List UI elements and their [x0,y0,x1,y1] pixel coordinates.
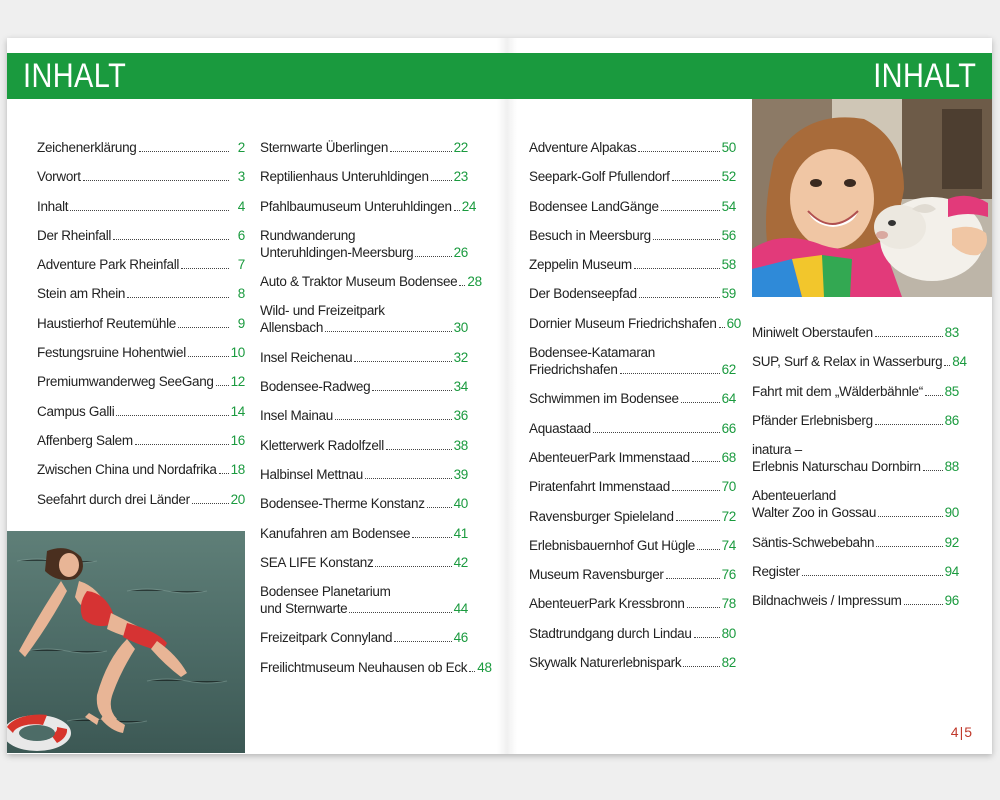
dot-leader [415,256,451,257]
toc-entry-page: 78 [721,596,736,612]
toc-entry [529,508,736,525]
toc-entry-title: Zwischen China und Nordafrika [37,462,217,478]
toc-entry-title: Der Rheinfall [37,227,112,243]
dot-leader [944,365,950,366]
toc-entry-title: Dornier Museum Friedrichshafen [529,315,717,331]
toc-entry [529,227,736,244]
toc-entry-page: 76 [721,567,736,583]
toc-entry [752,324,959,341]
dot-leader [666,578,720,579]
toc-entry-title-line2: Unteruhldingen-Meersburg [260,244,414,260]
toc-entry [260,349,468,366]
toc-entry-title: Bodensee-Katamaran [529,345,655,361]
dot-leader [639,297,720,298]
toc-entry-title: Piratenfahrt Immenstaad [529,479,670,495]
toc-entry-page: 30 [453,320,468,336]
toc-entry-title: Campus Galli [37,403,115,419]
toc-entry-title: Ravensburger Spieleland [529,508,674,524]
toc-entry-page: 82 [721,655,736,671]
dot-leader [802,575,943,576]
toc-entry [752,592,959,609]
toc-entry-title: Kletterwerk Radolfzell [260,437,384,453]
dot-leader [372,390,451,391]
dot-leader [412,537,451,538]
toc-entry [260,168,468,185]
toc-entry-title: Fahrt mit dem „Wälderbähnle“ [752,383,923,399]
toc-entry-page: 96 [944,593,959,609]
toc-entry-page: 22 [453,140,468,155]
photo-girl-jumping-into-lake [7,531,245,753]
toc-entry [529,595,736,612]
dot-leader [349,612,451,613]
toc-entry-title: Aquastaad [529,420,591,436]
toc-entry-page: 36 [453,408,468,424]
toc-entry [37,139,245,156]
toc-entry-title: AbenteuerPark Kressbronn [529,596,685,612]
dot-leader [620,373,720,374]
toc-entry [260,437,468,454]
toc-entry [529,256,736,273]
toc-entry-title: Adventure Alpakas [529,140,637,155]
dot-leader [672,490,720,491]
toc-entry [752,383,959,400]
toc-entry-page: 9 [237,315,245,331]
toc-entry-page: 54 [721,198,736,214]
toc-entry-page: 50 [721,140,736,155]
page-title-right: INHALT [872,57,976,95]
toc-entry [260,302,468,336]
dot-leader [672,180,720,181]
toc-entry-page: 85 [944,383,959,399]
toc-entry [529,168,736,185]
toc-entry [260,495,468,512]
toc-entry [37,432,245,449]
dot-leader [719,327,725,328]
toc-entry-page: 3 [237,169,245,185]
dot-leader [135,444,229,445]
toc-entry-page: 64 [721,391,736,407]
toc-entry-page: 92 [944,534,959,550]
toc-entry-title: Kanufahren am Bodensee [260,525,411,541]
toc-entry [529,198,736,215]
toc-entry-page: 24 [461,198,477,214]
toc-entry-title: Auto & Traktor Museum Bodensee [260,274,458,290]
toc-entry-page: 38 [453,437,468,453]
toc-entry-title: Erlebnisbauernhof Gut Hügle [529,537,696,553]
toc-entry [529,285,736,302]
toc-entry [529,315,741,332]
toc-entry-title: inatura – [752,442,802,458]
toc-entry-title: Bildnachweis / Impressum [752,593,902,609]
dot-leader [694,637,720,638]
dot-leader [638,151,719,152]
toc-entry-title: Halbinsel Mettnau [260,466,363,482]
toc-column-3 [529,139,741,683]
toc-entry-title-line2: Walter Zoo in Gossau [752,505,877,521]
toc-entry-title: Besuch in Meersburg [529,227,651,243]
page-title-left: INHALT [23,57,127,95]
toc-entry [529,654,736,671]
photo-girl-with-lamb [752,99,992,297]
toc-entry-page: 20 [230,491,245,507]
toc-entry-title-line2: Allensbach [260,320,324,336]
toc-entry-title-line2: Friedrichshafen [529,362,618,378]
toc-entry-page: 34 [453,379,468,395]
toc-entry [37,168,245,185]
toc-entry-page: 2 [237,140,245,155]
toc-entry-title: Bodensee-Radweg [260,379,371,395]
toc-entry-page: 10 [230,345,245,361]
toc-entry-page: 26 [453,244,468,260]
toc-entry [529,420,736,437]
toc-entry [37,256,245,273]
toc-entry [529,566,736,583]
toc-entry [260,554,468,571]
toc-entry [260,629,468,646]
dot-leader [593,432,720,433]
toc-entry-page: 90 [944,505,959,521]
toc-entry-title: Haustierhof Reutemühle [37,315,176,331]
toc-entry-title: Freilichtmuseum Neuhausen ob Eck [260,659,468,675]
toc-entry [260,273,482,290]
toc-entry [37,373,245,390]
toc-entry [752,487,959,521]
toc-entry-title: Schwimmen im Bodensee [529,391,679,407]
dot-leader [188,356,229,357]
toc-entry [752,441,959,475]
toc-entry-page: 44 [453,601,468,617]
toc-entry-title: Rundwanderung [260,227,356,243]
dot-leader [687,607,720,608]
dot-leader [427,507,452,508]
dot-leader [83,180,229,181]
toc-entry-title: Abenteuerland [752,488,836,504]
toc-entry-page: 8 [237,286,245,302]
toc-entry-title: Sternwarte Überlingen [260,140,389,155]
dot-leader [325,331,452,332]
page-number-left: 4 [950,724,959,740]
toc-entry [260,466,468,483]
toc-entry-title: AbenteuerPark Immenstaad [529,449,690,465]
page-number-separator: | [959,724,964,740]
toc-entry-title: Insel Mainau [260,408,333,424]
dot-leader [181,268,229,269]
toc-entry-title: Bodensee-Therme Konstanz [260,496,425,512]
toc-entry-title: Stadtrundgang durch Lindau [529,625,692,641]
dot-leader [661,210,720,211]
toc-entry-title: Inhalt [37,198,69,214]
toc-entry [37,227,245,244]
toc-entry-title: Reptilienhaus Unteruhldingen [260,169,429,185]
dot-leader [683,666,719,667]
toc-entry-title: SUP, Surf & Relax in Wasserburg [752,354,943,370]
toc-entry-page: 88 [944,459,959,475]
toc-entry-title: Freizeitpark Connyland [260,630,393,646]
toc-entry-page: 14 [230,403,245,419]
dot-leader [875,336,943,337]
dot-leader [375,566,451,567]
toc-entry [260,198,477,215]
toc-entry-title: Pfänder Erlebnisberg [752,412,873,428]
dot-leader [697,549,720,550]
toc-entry-title: Vorwort [37,169,81,185]
toc-entry-page: 62 [721,362,736,378]
toc-entry-page: 18 [230,462,245,478]
toc-column-4 [752,324,967,622]
toc-entry-page: 80 [721,625,736,641]
toc-entry [529,478,736,495]
dot-leader [394,641,451,642]
toc-entry-page: 28 [467,274,482,290]
toc-entry [529,390,736,407]
toc-entry [260,227,468,261]
toc-entry-title: Register [752,564,800,580]
dot-leader [469,671,475,672]
header-bar [7,53,992,99]
dot-leader [335,419,452,420]
dot-leader [390,151,452,152]
toc-entry-page: 59 [721,286,736,302]
toc-entry [37,198,245,215]
toc-entry [260,407,468,424]
dot-leader [676,520,720,521]
dot-leader [875,424,943,425]
toc-entry-title: Bodensee LandGänge [529,198,659,214]
toc-column-2 [260,139,492,688]
dot-leader [634,268,720,269]
dot-leader [216,385,229,386]
toc-entry-page: 40 [453,496,468,512]
dot-leader [70,210,229,211]
toc-entry-page: 32 [453,349,468,365]
toc-entry-title: Affenberg Salem [37,432,133,448]
toc-entry-title: Seefahrt durch drei Länder [37,491,190,507]
dot-leader [116,415,228,416]
toc-entry-title: Festungsruine Hohentwiel [37,345,186,361]
toc-entry-page: 48 [477,659,492,675]
toc-entry-title: Wild- und Freizeitpark [260,303,385,319]
toc-entry-page: 94 [944,564,959,580]
toc-entry-page: 23 [453,169,468,185]
toc-entry-title-line2: und Sternwarte [260,601,348,617]
toc-entry-page: 4 [237,198,245,214]
toc-entry-page: 58 [721,257,736,273]
dot-leader [692,461,720,462]
toc-entry [37,344,245,361]
toc-entry-page: 60 [726,315,741,331]
toc-entry [260,139,468,156]
toc-entry [752,412,959,429]
toc-entry [37,315,245,332]
dot-leader [681,402,720,403]
toc-entry [37,491,245,508]
toc-entry-title: Zeppelin Museum [529,257,632,273]
toc-entry-title: Seepark-Golf Pfullendorf [529,169,670,185]
dot-leader [876,546,942,547]
toc-entry-page: 70 [721,479,736,495]
page-fold [497,38,517,754]
toc-entry-page: 84 [952,354,967,370]
toc-entry-page: 66 [721,420,736,436]
dot-leader [365,478,452,479]
toc-entry-title: Der Bodenseepfad [529,286,637,302]
toc-entry-page: 46 [453,630,468,646]
dot-leader [431,180,452,181]
toc-entry [529,537,736,554]
dot-leader [219,473,229,474]
toc-entry [37,403,245,420]
dot-leader [878,516,943,517]
toc-entry [37,461,245,478]
page-numbers [951,724,972,740]
dot-leader [386,449,452,450]
dot-leader [925,395,943,396]
book-spread [7,38,992,754]
toc-entry-page: 83 [944,325,959,340]
dot-leader [139,151,229,152]
toc-entry-title-line2: Erlebnis Naturschau Dornbirn [752,459,921,475]
dot-leader [459,285,465,286]
toc-entry [260,583,468,617]
toc-entry-page: 39 [453,466,468,482]
toc-entry-page: 16 [230,432,245,448]
dot-leader [923,470,943,471]
toc-entry-title: SEA LIFE Konstanz [260,554,374,570]
toc-entry [752,353,967,370]
toc-entry-page: 74 [721,537,736,553]
toc-entry-page: 12 [230,374,245,390]
toc-entry-page: 6 [237,227,245,243]
toc-entry-title: Bodensee Planetarium [260,584,391,600]
toc-entry-title: Skywalk Naturerlebnispark [529,655,682,671]
toc-entry [529,139,736,156]
toc-entry-page: 72 [721,508,736,524]
toc-entry-title: Premiumwanderweg SeeGang [37,374,214,390]
toc-entry [529,625,736,642]
dot-leader [113,239,229,240]
dot-leader [192,503,229,504]
dot-leader [904,604,943,605]
toc-entry [752,534,959,551]
page-number-right: 5 [964,724,972,740]
toc-entry-page: 56 [721,227,736,243]
toc-entry-title: Stein am Rhein [37,286,126,302]
dot-leader [127,297,229,298]
toc-entry-title: Museum Ravensburger [529,567,664,583]
toc-entry-page: 42 [453,554,468,570]
dot-leader [653,239,720,240]
toc-entry [37,285,245,302]
toc-entry-page: 52 [721,169,736,185]
toc-entry-title: Pfahlbaumuseum Unteruhldingen [260,198,452,214]
toc-entry-page: 86 [944,412,959,428]
toc-entry [752,563,959,580]
toc-entry-title: Zeichenerklärung [37,140,137,155]
toc-column-1 [37,139,245,520]
dot-leader [354,361,451,362]
dot-leader [454,210,460,211]
toc-entry [260,659,492,676]
toc-entry-title: Adventure Park Rheinfall [37,257,180,273]
toc-entry [260,378,468,395]
toc-entry [529,344,736,378]
toc-entry [529,449,736,466]
toc-entry [260,525,468,542]
toc-entry-page: 41 [453,525,468,541]
toc-entry-page: 7 [237,257,245,273]
toc-entry-title: Säntis-Schwebebahn [752,534,875,550]
toc-entry-title: Miniwelt Oberstaufen [752,325,873,340]
toc-entry-title: Insel Reichenau [260,349,353,365]
dot-leader [178,327,229,328]
toc-entry-page: 68 [721,449,736,465]
